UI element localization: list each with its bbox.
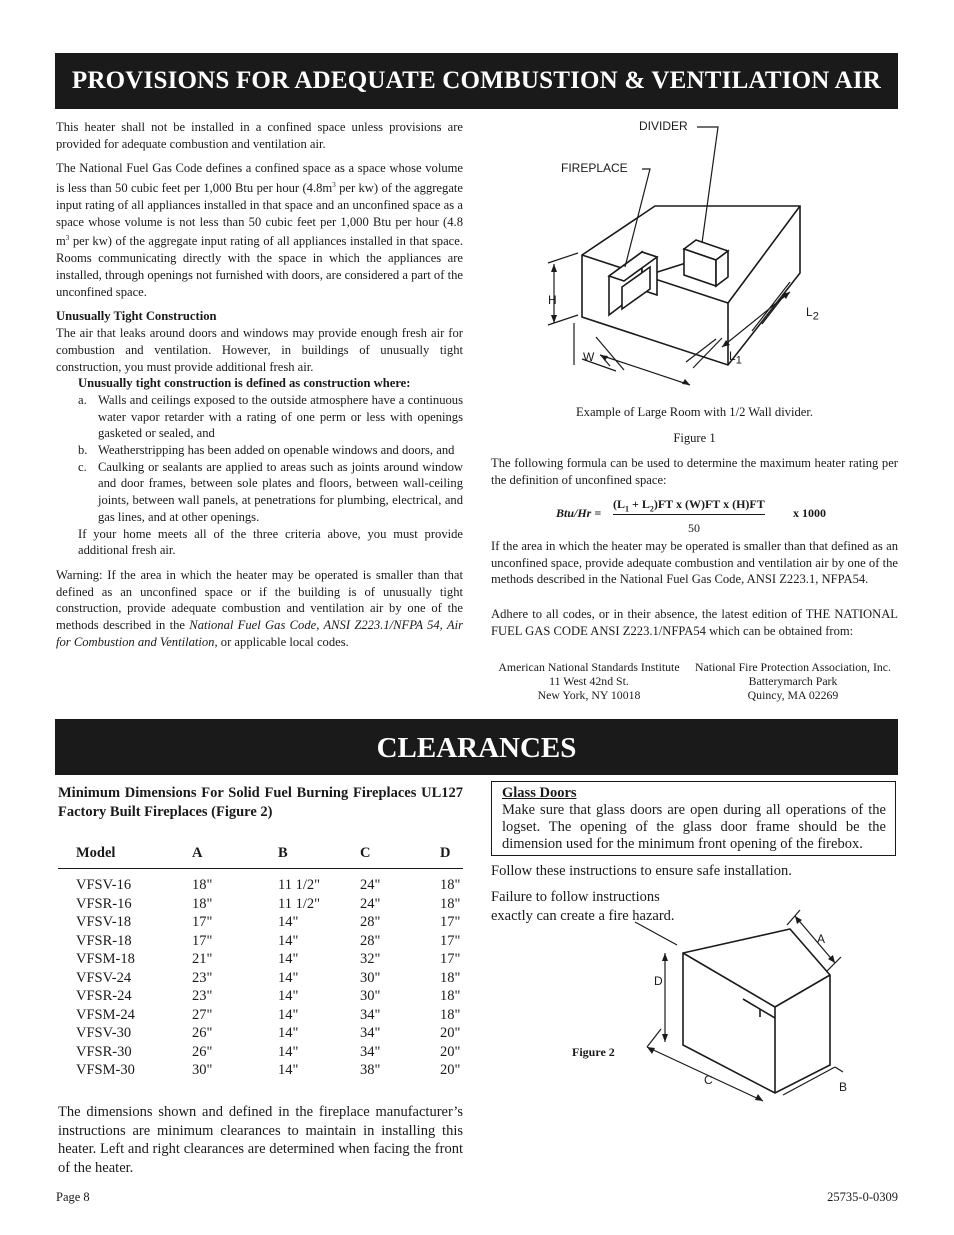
table-cell: 20" xyxy=(440,1025,461,1041)
table-row xyxy=(58,1061,463,1080)
table-cell: 23" xyxy=(192,969,213,986)
paragraph-warning: Warning: If the area in which the heater may be operated is smaller than that defined as an unconfined space or if the building is of unusually tight construction, provide adequate combustion and ventilation air by one of the methods described in the National Fuel Gas Code, ANSI Z223.1/NFPA 54, Air for Combustion and Ventilation, or applicable local codes. xyxy=(56,567,463,649)
table-cell: VFSV-18 xyxy=(76,914,132,930)
criteria-list xyxy=(56,392,463,526)
formula-denominator: 50 xyxy=(688,521,700,535)
table-cell: VFSV-16 xyxy=(76,877,132,893)
table-cell: 14" xyxy=(278,969,299,986)
table-cell: 34" xyxy=(360,1006,381,1023)
table-cell: 24" xyxy=(360,895,381,912)
table-cell: 27" xyxy=(192,1006,213,1023)
page-number: Page 8 xyxy=(56,1190,90,1204)
table-cell: 26" xyxy=(192,1043,213,1060)
table-row xyxy=(58,987,463,1006)
paragraph-smaller-area: If the area in which the heater may be operated is smaller than that defined as an unconfined space, provide adequate combustion and ventilation air by one of the methods described in the National Fuel Gas Code, ANSI Z223.1, NFPA54. xyxy=(491,539,898,587)
table-cell: 17" xyxy=(440,914,461,930)
table-row xyxy=(58,932,463,951)
address-ansi: American National Standards Institute 11 West 42nd St. New York, NY 10018 xyxy=(498,660,680,702)
table-cell: 28" xyxy=(360,914,381,930)
table-cell: 20" xyxy=(440,1043,461,1060)
table-row xyxy=(58,1024,463,1043)
table-cell: VFSM-24 xyxy=(76,1006,135,1023)
table-cell: 14" xyxy=(278,932,299,949)
table-row xyxy=(58,950,463,969)
table-cell: 17" xyxy=(192,932,213,949)
table-cell: VFSV-30 xyxy=(76,1025,132,1041)
table-cell: 14" xyxy=(278,1062,299,1078)
paragraph-formula-intro: The following formula can be used to determine the maximum heater rating per the definition of unconfined space: xyxy=(491,456,898,487)
table-row xyxy=(58,869,463,895)
figure1-label-w: W xyxy=(583,350,595,364)
formula-multiplier: x 1000 xyxy=(793,506,826,520)
table-row xyxy=(58,969,463,988)
table-cell: 18" xyxy=(440,988,461,1004)
table-cell: 14" xyxy=(278,1043,299,1060)
heading-tight-construction: Unusually Tight Construction xyxy=(56,309,217,324)
table-cell: 34" xyxy=(360,1043,381,1060)
table-cell: 26" xyxy=(192,1025,213,1041)
table-cell: 18" xyxy=(440,877,461,893)
glass-doors-box xyxy=(491,781,896,856)
table-cell: VFSR-16 xyxy=(76,895,132,912)
figure1-label-h: H xyxy=(548,293,557,307)
table-cell: VFSV-24 xyxy=(76,969,132,986)
table-cell: 11 1/2" xyxy=(278,877,321,893)
table-cell: 18" xyxy=(192,895,213,912)
table-cell: 18" xyxy=(192,877,213,893)
figure1-label-divider: DIVIDER xyxy=(639,119,688,133)
table-cell: 34" xyxy=(360,1025,381,1041)
paragraph-tight-construction: The air that leaks around doors and windows may provide enough fresh air for combustion and ventilation. However, in buildings of unusually tight construction, you must provide additional fresh air. xyxy=(56,326,463,374)
paragraph-adhere: Adhere to all codes, or in their absence, the latest edition of THE NATIONAL FUEL GAS CODE ANSI Z223.1/NFPA54 which can be obtained from: xyxy=(491,607,898,638)
paragraph-confined-space: This heater shall not be installed in a confined space unless provisions are provided for adequate combustion and ventilation air. xyxy=(56,120,463,151)
figure2-label-a: A xyxy=(817,932,826,946)
figure1-caption: Example of Large Room with 1/2 Wall divider. xyxy=(575,405,814,419)
table-row xyxy=(58,895,463,914)
paragraph-criteria: If your home meets all of the three criteria above, you must provide additional fresh air. xyxy=(78,526,463,558)
table-cell: 21" xyxy=(192,951,213,967)
paragraph-follow: Follow these instructions to ensure safe installation. xyxy=(491,863,792,879)
table-cell: 18" xyxy=(440,1006,461,1023)
figure1-label-l1: $L_1$ xyxy=(729,349,742,367)
formula-lhs: Btu/Hr = xyxy=(556,506,602,520)
table-cell: 14" xyxy=(278,1006,299,1023)
address-nfpa: National Fire Protection Association, Inc. Batterymarch Park Quincy, MA 02269 xyxy=(695,660,891,702)
table-cell: 11 1/2" xyxy=(278,895,321,912)
table-cell: VFSR-30 xyxy=(76,1043,132,1060)
table-cell: 28" xyxy=(360,932,381,949)
table-cell: 14" xyxy=(278,1025,299,1041)
table-heading: Minimum Dimensions For Solid Fuel Burning Fireplaces UL127 Factory Built Fireplaces (Figure 2) xyxy=(58,785,463,820)
table-row xyxy=(58,1006,463,1025)
table-cell: 14" xyxy=(278,914,299,930)
table-cell: 23" xyxy=(192,988,213,1004)
figure1-dimension-lines xyxy=(490,115,900,400)
paragraph-failure: Failure to follow instructions exactly can create a fire hazard. xyxy=(491,889,675,924)
table-cell: VFSM-30 xyxy=(76,1062,135,1078)
table-cell: 18" xyxy=(440,969,461,986)
table-cell: VFSR-18 xyxy=(76,932,132,949)
table-cell: 30" xyxy=(360,988,381,1004)
table-cell: VFSM-18 xyxy=(76,951,135,967)
paragraph-gas-code-definition: The National Fuel Gas Code defines a confined space as a space whose volume is less than 50 cubic feet per 1,000 Btu per hour ($4.8m^3$ per kw) of the aggregate input rating of all appliances installed in that space and an unconfined space as a space whose volume is not less than 50 cubic feet per 1,000 Btu per hour (4.8 $m^3$ per kw) of the aggregate input rating of all appliances installed in that space. Rooms communicating directly with the space in which the appliances are installed, through openings not furnished with doors, are considered a part of the unconfined space. xyxy=(56,161,463,299)
section-title-clearances: CLEARANCES xyxy=(55,719,898,775)
heading-defined-construction: Unusually tight construction is defined as construction where: xyxy=(78,376,411,391)
figure2-label-c: C xyxy=(704,1073,713,1087)
table-cell: 32" xyxy=(360,951,381,967)
table-cell: 38" xyxy=(360,1062,381,1078)
table-cell: 18" xyxy=(440,895,461,912)
table-cell: 17" xyxy=(440,951,461,967)
formula-numerator: $(L_1 + L_2)FT$ x (W)FT x (H)FT xyxy=(613,497,765,514)
figure2-label: Figure 2 xyxy=(572,1045,615,1059)
table-cell: 14" xyxy=(278,988,299,1004)
table-cell: VFSR-24 xyxy=(76,988,132,1004)
document-number: 25735-0-0309 xyxy=(827,1190,898,1204)
paragraph-dimensions-note: The dimensions shown and defined in the fireplace manufacturer’s instructions are minimum clearances to maintain in installing this heater. Left and right clearances are determined when facing the front of the heater. xyxy=(58,1104,463,1176)
figure2-label-d: D xyxy=(654,974,663,988)
table-row xyxy=(58,913,463,932)
figure1-label-l2: $L_2$ xyxy=(806,305,819,323)
list-item: b. Weatherstripping has been added on openable windows and doors, and xyxy=(78,443,455,458)
table-row xyxy=(58,1043,463,1062)
glass-doors-text: Make sure that glass doors are open during all operations of the logset. The opening of the glass door frame should be the dimension used for the minimum front opening of the firebox. xyxy=(502,802,886,852)
glass-doors-title: Glass Doors xyxy=(502,785,577,801)
table-cell: 17" xyxy=(192,914,213,930)
list-item: c. Caulking or sealants are applied to areas such as joints around window and door frames, between sole plates and floors, between wall-ceiling joints, between wall panels, at penetrations for plumbing, electrical, and gas lines, and at other openings. xyxy=(78,459,463,524)
table-cell: 30" xyxy=(192,1062,213,1078)
table-cell: 24" xyxy=(360,877,381,893)
table-cell: 20" xyxy=(440,1062,461,1078)
table-body xyxy=(58,869,463,1080)
list-item: a. Walls and ceilings exposed to the outside atmosphere have a continuous water vapor retarder with a rating of one perm or less with openings gasketed or sealed, and xyxy=(78,392,463,441)
table-cell: 17" xyxy=(440,932,461,949)
provisions-left-column xyxy=(56,119,463,658)
figure2-label-b: B xyxy=(839,1080,848,1094)
figure2-fireplace-diagram xyxy=(615,905,875,1100)
table-header-row: Model A B C D xyxy=(58,845,463,869)
figure1-label: Figure 1 xyxy=(673,431,716,445)
section-title-provisions: PROVISIONS FOR ADEQUATE COMBUSTION & VENTILATION AIR xyxy=(55,53,898,109)
clearance-table xyxy=(58,845,463,1080)
figure1-label-fireplace: FIREPLACE xyxy=(561,161,628,175)
table-cell: 14" xyxy=(278,951,299,967)
table-cell: 30" xyxy=(360,969,381,986)
